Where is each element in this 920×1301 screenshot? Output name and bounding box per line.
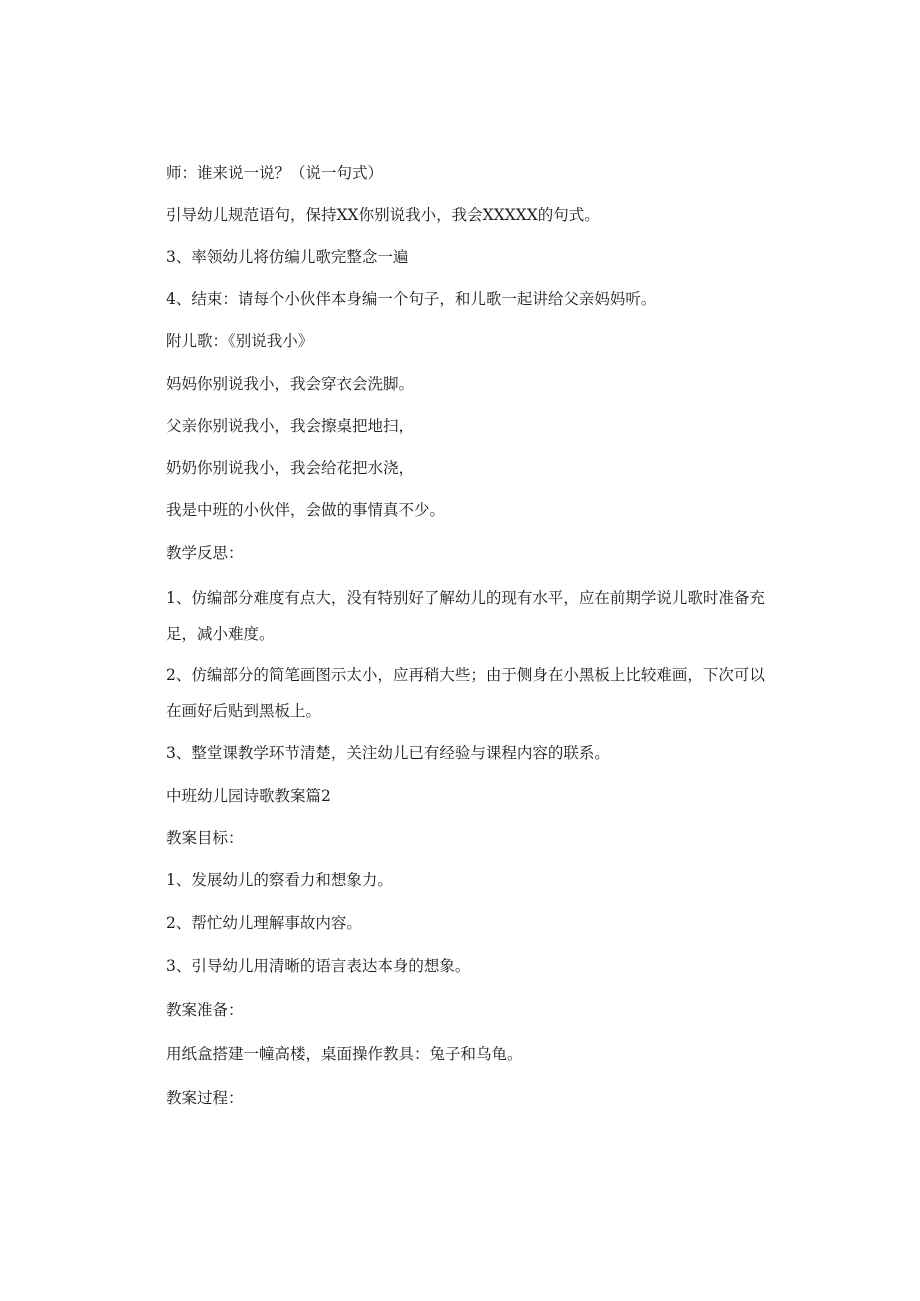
paragraph-objectives-heading: 教案目标：: [166, 829, 244, 847]
paragraph-objective-2: 2、帮忙幼儿理解事故内容。: [166, 914, 362, 932]
paragraph-reflection-3: 3、整堂课教学环节清楚，关注幼儿已有经验与课程内容的联系。: [166, 744, 610, 762]
paragraph-process-heading: 教案过程：: [166, 1089, 244, 1107]
paragraph-preparation-heading: 教案准备：: [166, 1001, 244, 1019]
paragraph-reflection-1: 1、仿编部分难度有点大，没有特别好了解幼儿的现有水平，应在前期学说儿歌时准备充足，减小难度。: [166, 589, 765, 643]
paragraph-song-line-3: 奶奶你别说我小，我会给花把水浇，: [166, 459, 415, 477]
paragraph-lesson-2-title: 中班幼儿园诗歌教案篇2: [166, 787, 331, 805]
paragraph-reflection-heading: 教学反思：: [166, 544, 244, 562]
paragraph-preparation-content: 用纸盒搭建一幢高楼，桌面操作教具：兔子和乌龟。: [166, 1045, 523, 1063]
paragraph-teacher-question: 师：谁来说一说？（说一句式）: [166, 164, 384, 182]
paragraph-song-line-4: 我是中班的小伙伴，会做的事情真不少。: [166, 501, 446, 519]
paragraph-song-line-2: 父亲你别说我小，我会擦桌把地扫，: [166, 417, 415, 435]
paragraph-song-title: 附儿歌：《别说我小》: [166, 332, 314, 350]
paragraph-objective-3: 3、引导幼儿用清晰的语言表达本身的想象。: [166, 957, 471, 975]
paragraph-reflection-2: 2、仿编部分的简笔画图示太小，应再稍大些；由于侧身在小黑板上比较难画，下次可以在画好后贴到黑板上。: [166, 666, 765, 720]
paragraph-objective-1: 1、发展幼儿的察看力和想象力。: [166, 871, 393, 889]
paragraph-step-3: 3、率领幼儿将仿编儿歌完整念一遍: [166, 248, 409, 266]
paragraph-step-4: 4、结束：请每个小伙伴本身编一个句子，和儿歌一起讲给父亲妈妈听。: [166, 290, 657, 308]
paragraph-guide-sentence: 引导幼儿规范语句，保持XX你别说我小，我会XXXXX的句式。: [166, 206, 600, 224]
paragraph-song-line-1: 妈妈你别说我小，我会穿衣会洗脚。: [166, 375, 415, 393]
